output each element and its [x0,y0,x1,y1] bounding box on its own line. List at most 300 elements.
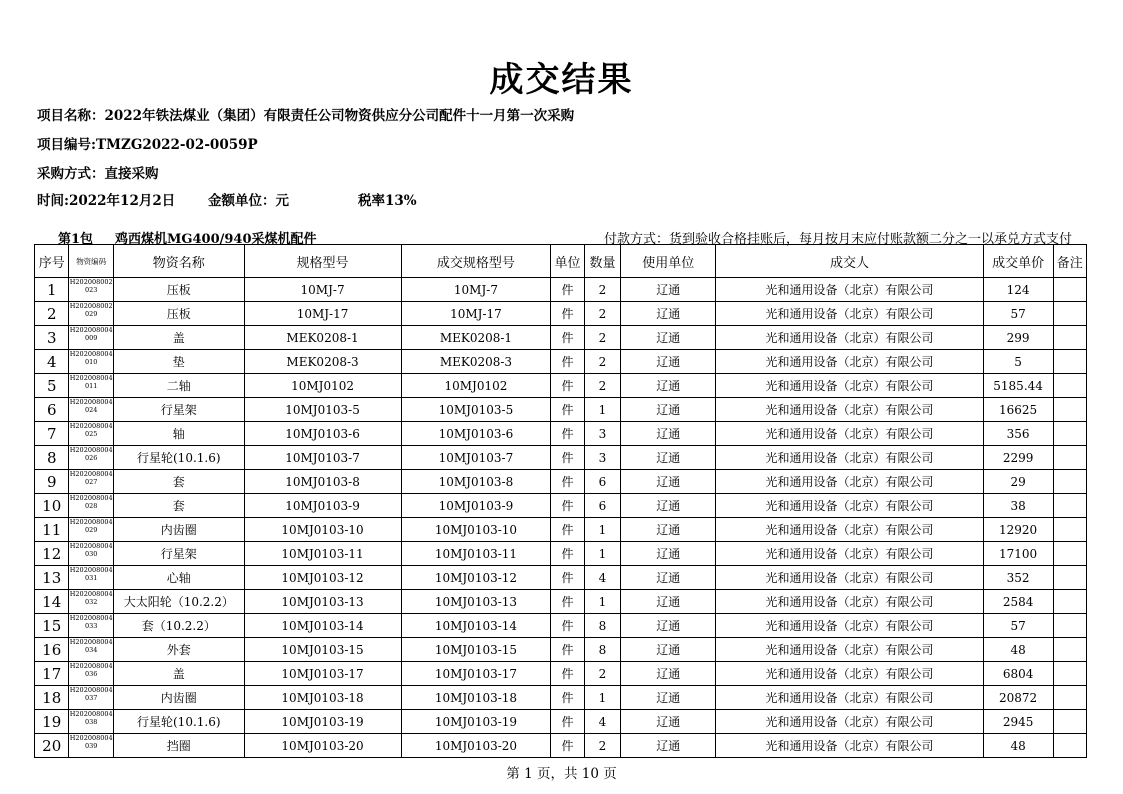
cell-spec: 10MJ-7 [244,278,401,302]
cell-supplier: 光和通用设备（北京）有限公司 [716,398,983,422]
cell-unit: 件 [551,374,584,398]
cell-name: 外套 [113,638,244,662]
cell-qty: 2 [584,350,620,374]
code-line-1: H202008004 [69,470,113,478]
cell-spec: 10MJ0103-15 [244,638,401,662]
time-currency-tax-row [37,189,417,209]
cell-deal-spec: 10MJ0103-14 [401,614,551,638]
cell-code [69,302,114,326]
cell-deal-spec: MEK0208-1 [401,326,551,350]
cell-seq: 10 [35,494,69,518]
cell-remark [1053,566,1086,590]
table-row [35,566,1087,590]
cell-qty: 2 [584,374,620,398]
cell-supplier: 光和通用设备（北京）有限公司 [716,542,983,566]
col-header-seq: 序号 [35,245,69,278]
cell-unit: 件 [551,350,584,374]
cell-qty: 1 [584,398,620,422]
cell-qty: 8 [584,614,620,638]
code-line-1: H202008002 [69,278,113,286]
cell-spec: 10MJ0103-18 [244,686,401,710]
results-table [34,244,1087,758]
cell-code [69,350,114,374]
purchase-method: 采购方式：直接采购 [37,166,159,182]
cell-supplier: 光和通用设备（北京）有限公司 [716,734,983,758]
cell-user: 辽通 [621,614,716,638]
cell-user: 辽通 [621,710,716,734]
cell-qty: 1 [584,542,620,566]
cell-price: 356 [983,422,1053,446]
col-header-code: 物资编码 [69,245,114,278]
cell-seq: 13 [35,566,69,590]
cell-user: 辽通 [621,374,716,398]
cell-code [69,470,114,494]
table-row [35,374,1087,398]
cell-seq: 15 [35,614,69,638]
cell-code [69,734,114,758]
cell-spec: 10MJ-17 [244,302,401,326]
cell-spec: 10MJ0102 [244,374,401,398]
cell-deal-spec: 10MJ0103-6 [401,422,551,446]
code-line-2: 038 [84,718,98,726]
cell-name: 内齿圈 [113,518,244,542]
code-line-2: 036 [84,670,98,678]
cell-user: 辽通 [621,518,716,542]
cell-deal-spec: 10MJ0103-10 [401,518,551,542]
cell-user: 辽通 [621,638,716,662]
cell-seq: 1 [35,278,69,302]
cell-qty: 2 [584,734,620,758]
cell-price: 29 [983,470,1053,494]
cell-supplier: 光和通用设备（北京）有限公司 [716,566,983,590]
cell-price: 48 [983,638,1053,662]
cell-seq: 12 [35,542,69,566]
code-line-1: H202008004 [69,590,113,598]
cell-unit: 件 [551,518,584,542]
cell-name: 大太阳轮（10.2.2） [113,590,244,614]
cell-code [69,590,114,614]
cell-user: 辽通 [621,470,716,494]
cell-qty: 2 [584,278,620,302]
cell-price: 20872 [983,686,1053,710]
cell-remark [1053,374,1086,398]
cell-user: 辽通 [621,566,716,590]
code-line-2: 023 [84,286,98,294]
cell-price: 12920 [983,518,1053,542]
code-line-1: H202008004 [69,542,113,550]
cell-spec: 10MJ0103-7 [244,446,401,470]
table-row [35,542,1087,566]
code-line-2: 034 [84,646,98,654]
code-line-1: H202008004 [69,686,113,694]
table-row [35,710,1087,734]
cell-unit: 件 [551,470,584,494]
cell-seq: 2 [35,302,69,326]
table-row [35,422,1087,446]
cell-spec: 10MJ0103-19 [244,710,401,734]
cell-name: 行星轮(10.1.6) [113,710,244,734]
cell-price: 38 [983,494,1053,518]
cell-spec: MEK0208-3 [244,350,401,374]
cell-user: 辽通 [621,590,716,614]
cell-remark [1053,638,1086,662]
table-row [35,518,1087,542]
cell-seq: 18 [35,686,69,710]
col-header-spec: 规格型号 [244,245,401,278]
cell-seq: 19 [35,710,69,734]
cell-user: 辽通 [621,662,716,686]
cell-spec: 10MJ0103-11 [244,542,401,566]
cell-price: 2584 [983,590,1053,614]
cell-spec: 10MJ0103-13 [244,590,401,614]
cell-name: 套 [113,470,244,494]
col-header-deal-spec: 成交规格型号 [401,245,551,278]
code-line-1: H202008004 [69,422,113,430]
cell-user: 辽通 [621,494,716,518]
currency-unit: 金额单位：元 [208,193,289,209]
cell-name: 盖 [113,662,244,686]
code-line-2: 029 [84,526,98,534]
cell-name: 盖 [113,326,244,350]
table-row [35,398,1087,422]
package-name: 鸡西煤机MG400/940采煤机配件 [115,232,317,247]
cell-unit: 件 [551,446,584,470]
cell-supplier: 光和通用设备（北京）有限公司 [716,638,983,662]
cell-spec: 10MJ0103-8 [244,470,401,494]
cell-remark [1053,494,1086,518]
cell-name: 行星架 [113,398,244,422]
cell-qty: 4 [584,710,620,734]
code-line-2: 037 [84,694,98,702]
table-row [35,350,1087,374]
cell-name: 心轴 [113,566,244,590]
table-row [35,446,1087,470]
code-line-2: 031 [84,574,98,582]
cell-user: 辽通 [621,734,716,758]
cell-deal-spec: 10MJ0103-17 [401,662,551,686]
cell-spec: MEK0208-1 [244,326,401,350]
table-row [35,494,1087,518]
cell-name: 行星轮(10.1.6) [113,446,244,470]
cell-unit: 件 [551,422,584,446]
cell-price: 57 [983,302,1053,326]
cell-spec: 10MJ0103-20 [244,734,401,758]
cell-qty: 1 [584,686,620,710]
cell-code [69,686,114,710]
cell-remark [1053,422,1086,446]
cell-seq: 7 [35,422,69,446]
cell-qty: 6 [584,470,620,494]
cell-qty: 2 [584,326,620,350]
cell-code [69,446,114,470]
cell-unit: 件 [551,710,584,734]
code-line-2: 011 [84,382,98,390]
cell-unit: 件 [551,590,584,614]
code-line-1: H202008004 [69,326,113,334]
col-header-name: 物资名称 [113,245,244,278]
code-line-1: H202008004 [69,662,113,670]
cell-qty: 3 [584,422,620,446]
code-line-2: 032 [84,598,98,606]
date-label: 时间:2022年12月2日 [37,193,176,209]
cell-code [69,566,114,590]
cell-code [69,638,114,662]
cell-deal-spec: 10MJ0103-20 [401,734,551,758]
cell-seq: 14 [35,590,69,614]
cell-deal-spec: MEK0208-3 [401,350,551,374]
cell-spec: 10MJ0103-14 [244,614,401,638]
table-row [35,302,1087,326]
cell-deal-spec: 10MJ-17 [401,302,551,326]
cell-remark [1053,518,1086,542]
cell-name: 行星架 [113,542,244,566]
cell-code [69,326,114,350]
cell-spec: 10MJ0103-9 [244,494,401,518]
col-header-remark: 备注 [1053,245,1086,278]
cell-spec: 10MJ0103-10 [244,518,401,542]
cell-user: 辽通 [621,350,716,374]
code-line-2: 024 [84,406,98,414]
cell-spec: 10MJ0103-12 [244,566,401,590]
cell-name: 轴 [113,422,244,446]
cell-supplier: 光和通用设备（北京）有限公司 [716,710,983,734]
cell-user: 辽通 [621,326,716,350]
cell-user: 辽通 [621,302,716,326]
cell-code [69,518,114,542]
cell-remark [1053,470,1086,494]
cell-supplier: 光和通用设备（北京）有限公司 [716,326,983,350]
code-line-1: H202008004 [69,710,113,718]
code-line-2: 009 [84,334,98,342]
page-footer: 第 1 页，共 10 页 [506,766,617,782]
cell-qty: 2 [584,302,620,326]
cell-code [69,398,114,422]
cell-supplier: 光和通用设备（北京）有限公司 [716,494,983,518]
cell-price: 2945 [983,710,1053,734]
code-line-1: H202008004 [69,446,113,454]
cell-deal-spec: 10MJ0103-9 [401,494,551,518]
code-line-1: H202008004 [69,734,113,742]
table-row [35,614,1087,638]
cell-supplier: 光和通用设备（北京）有限公司 [716,374,983,398]
cell-deal-spec: 10MJ0103-15 [401,638,551,662]
cell-name: 套（10.2.2） [113,614,244,638]
table-row [35,734,1087,758]
cell-seq: 3 [35,326,69,350]
project-name: 项目名称：2022年铁法煤业（集团）有限责任公司物资供应分公司配件十一月第一次采购 [37,108,575,124]
cell-deal-spec: 10MJ0103-19 [401,710,551,734]
cell-supplier: 光和通用设备（北京）有限公司 [716,278,983,302]
cell-unit: 件 [551,566,584,590]
cell-name: 垫 [113,350,244,374]
code-line-1: H202008004 [69,350,113,358]
code-line-1: H202008004 [69,566,113,574]
cell-name: 压板 [113,302,244,326]
table-row [35,278,1087,302]
cell-qty: 1 [584,518,620,542]
cell-unit: 件 [551,326,584,350]
cell-deal-spec: 10MJ0103-8 [401,470,551,494]
code-line-2: 025 [84,430,98,438]
cell-unit: 件 [551,398,584,422]
code-line-2: 026 [84,454,98,462]
cell-qty: 1 [584,590,620,614]
cell-supplier: 光和通用设备（北京）有限公司 [716,614,983,638]
cell-deal-spec: 10MJ0103-13 [401,590,551,614]
cell-user: 辽通 [621,542,716,566]
page-title: 成交结果 [489,60,634,100]
cell-supplier: 光和通用设备（北京）有限公司 [716,590,983,614]
cell-spec: 10MJ0103-5 [244,398,401,422]
cell-name: 挡圈 [113,734,244,758]
cell-supplier: 光和通用设备（北京）有限公司 [716,470,983,494]
table-row [35,470,1087,494]
cell-remark [1053,710,1086,734]
cell-deal-spec: 10MJ0103-5 [401,398,551,422]
cell-unit: 件 [551,614,584,638]
cell-code [69,278,114,302]
project-number: 项目编号:TMZG2022-02-0059P [37,137,258,153]
cell-unit: 件 [551,662,584,686]
code-line-2: 010 [84,358,98,366]
cell-name: 压板 [113,278,244,302]
code-line-1: H202008004 [69,398,113,406]
cell-price: 57 [983,614,1053,638]
col-header-supplier: 成交人 [716,245,983,278]
payment-terms: 付款方式：货到验收合格挂账后，每月按月末应付账款额二分之一以承兑方式支付 [603,232,1072,247]
cell-seq: 5 [35,374,69,398]
cell-deal-spec: 10MJ0103-11 [401,542,551,566]
cell-deal-spec: 10MJ-7 [401,278,551,302]
cell-seq: 17 [35,662,69,686]
cell-code [69,494,114,518]
code-line-2: 039 [84,742,98,750]
cell-user: 辽通 [621,422,716,446]
cell-qty: 4 [584,566,620,590]
table-row [35,686,1087,710]
tax-rate: 税率13% [358,193,417,209]
cell-user: 辽通 [621,398,716,422]
cell-unit: 件 [551,638,584,662]
cell-supplier: 光和通用设备（北京）有限公司 [716,686,983,710]
table-row [35,638,1087,662]
cell-qty: 6 [584,494,620,518]
cell-unit: 件 [551,302,584,326]
cell-qty: 2 [584,662,620,686]
cell-code [69,614,114,638]
cell-seq: 8 [35,446,69,470]
package-number: 第1包 [58,232,94,247]
cell-unit: 件 [551,542,584,566]
cell-code [69,662,114,686]
table-row [35,662,1087,686]
cell-price: 17100 [983,542,1053,566]
cell-remark [1053,542,1086,566]
cell-price: 2299 [983,446,1053,470]
cell-spec: 10MJ0103-17 [244,662,401,686]
code-line-2: 028 [84,502,98,510]
col-header-qty: 数量 [584,245,620,278]
cell-user: 辽通 [621,446,716,470]
cell-remark [1053,302,1086,326]
cell-supplier: 光和通用设备（北京）有限公司 [716,446,983,470]
table-header-row [35,245,1087,278]
col-header-unit: 单位 [551,245,584,278]
cell-qty: 3 [584,446,620,470]
code-line-1: H202008002 [69,302,113,310]
cell-code [69,710,114,734]
code-line-1: H202008004 [69,374,113,382]
cell-price: 124 [983,278,1053,302]
cell-supplier: 光和通用设备（北京）有限公司 [716,350,983,374]
cell-price: 352 [983,566,1053,590]
cell-deal-spec: 10MJ0103-7 [401,446,551,470]
cell-supplier: 光和通用设备（北京）有限公司 [716,422,983,446]
cell-user: 辽通 [621,278,716,302]
code-line-1: H202008004 [69,638,113,646]
cell-seq: 16 [35,638,69,662]
cell-deal-spec: 10MJ0102 [401,374,551,398]
cell-deal-spec: 10MJ0103-18 [401,686,551,710]
cell-seq: 11 [35,518,69,542]
cell-name: 内齿圈 [113,686,244,710]
cell-user: 辽通 [621,686,716,710]
cell-name: 套 [113,494,244,518]
cell-supplier: 光和通用设备（北京）有限公司 [716,662,983,686]
cell-qty: 8 [584,638,620,662]
table-row [35,590,1087,614]
cell-code [69,542,114,566]
cell-unit: 件 [551,494,584,518]
code-line-2: 033 [84,622,98,630]
cell-seq: 4 [35,350,69,374]
cell-remark [1053,662,1086,686]
cell-remark [1053,734,1086,758]
code-line-1: H202008004 [69,494,113,502]
cell-price: 5185.44 [983,374,1053,398]
cell-deal-spec: 10MJ0103-12 [401,566,551,590]
code-line-2: 029 [84,310,98,318]
cell-unit: 件 [551,734,584,758]
cell-remark [1053,278,1086,302]
cell-remark [1053,686,1086,710]
cell-name: 二轴 [113,374,244,398]
cell-seq: 6 [35,398,69,422]
cell-price: 6804 [983,662,1053,686]
code-line-2: 027 [84,478,98,486]
cell-remark [1053,614,1086,638]
cell-unit: 件 [551,278,584,302]
col-header-price: 成交单价 [983,245,1053,278]
cell-supplier: 光和通用设备（北京）有限公司 [716,518,983,542]
code-line-1: H202008004 [69,518,113,526]
cell-price: 16625 [983,398,1053,422]
cell-remark [1053,326,1086,350]
cell-remark [1053,350,1086,374]
cell-supplier: 光和通用设备（北京）有限公司 [716,302,983,326]
cell-price: 5 [983,350,1053,374]
cell-seq: 9 [35,470,69,494]
cell-remark [1053,446,1086,470]
table-row [35,326,1087,350]
cell-seq: 20 [35,734,69,758]
col-header-user: 使用单位 [621,245,716,278]
code-line-2: 030 [84,550,98,558]
cell-remark [1053,398,1086,422]
cell-price: 299 [983,326,1053,350]
cell-remark [1053,590,1086,614]
cell-spec: 10MJ0103-6 [244,422,401,446]
